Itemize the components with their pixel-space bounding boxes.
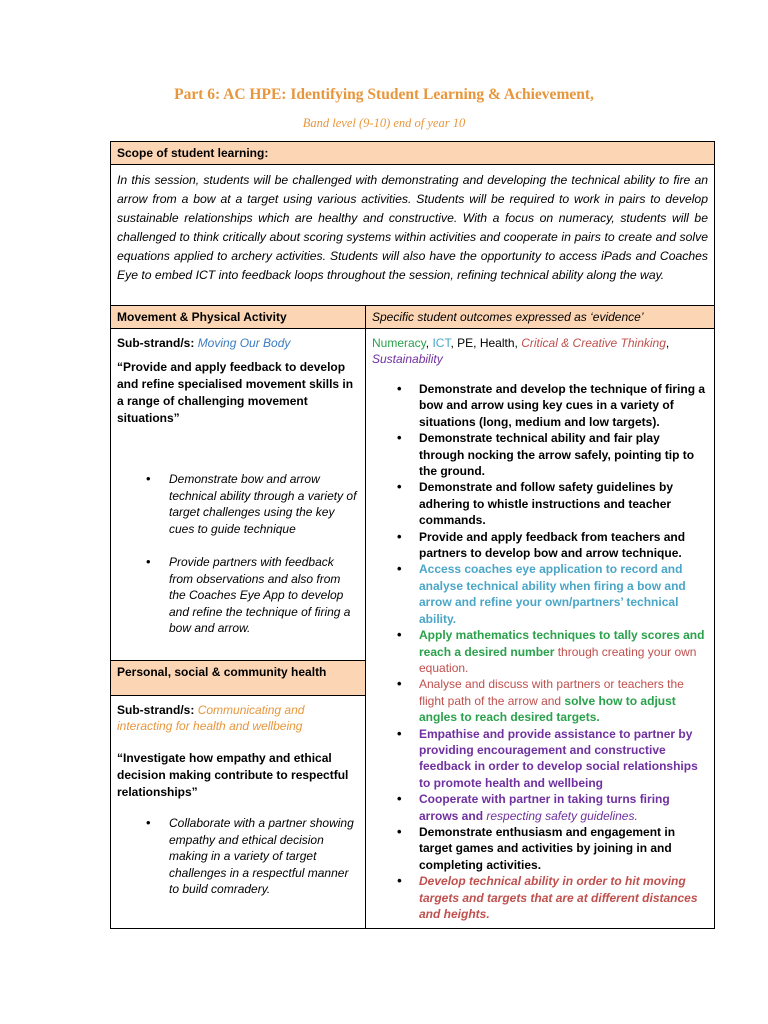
list-item: • Empathise and provide assistance to partner by providing encouragement and constructive feedback in order to develop social relationships to promote health and wellbeing — [419, 726, 708, 792]
personal-cell — [111, 696, 366, 929]
tag-critical: Critical & Creative Thinking — [521, 336, 666, 350]
list-item: • Demonstrate enthusiasm and engagement in target games and activities by joining in and completing activities. — [419, 824, 708, 873]
scope-text: In this session, students will be challenged with demonstrating and developing the technical ability to fire an arrow from a bow at a target using various activities. Students will be required to work in pairs to develop sustainable relationships which are healthy and constructive. With a focus on numeracy, students will be challenged to think critically about scoring systems within activities and cooperate in pairs to create and solve equations applied to archery activities. Students will also have the opportunity to access iPads and Coaches Eye to embed ICT into feedback loops throughout the session, refining technical ability along the way. — [111, 165, 715, 306]
movement-quote: “Provide and apply feedback to develop and refine specialised movement skills in a range of challenging movement situations” — [117, 360, 354, 425]
list-item — [419, 791, 708, 824]
page-title: Part 6: AC HPE: Identifying Student Learning & Achievement, — [174, 86, 594, 103]
list-item: • Demonstrate and develop the technique of firing a bow and arrow using key cues in a variety of situations (long, medium and low targets). — [419, 381, 708, 430]
evidence-safety-part: respecting safety guidelines. — [483, 808, 638, 823]
movement-cell — [111, 329, 366, 661]
evidence-numeracy-part: Apply mathematics techniques to tally scores and reach a desired number — [419, 628, 705, 659]
list-item: • Develop technical ability in order to hit moving targets and targets that are at different distances and heights. — [419, 873, 708, 922]
list-item: • Demonstrate bow and arrow technical ability through a variety of target challenges using the key cues to guide technique — [169, 471, 359, 537]
evidence-cell — [366, 329, 715, 929]
tag-numeracy: Numeracy — [372, 336, 426, 350]
list-item: • Provide partners with feedback from observations and also from the Coaches Eye App to develop and refine the technique of firing a bow and arrow. — [169, 554, 359, 637]
list-item: • Provide and apply feedback from teachers and partners to develop bow and arrow technique. — [419, 529, 708, 562]
evidence-heading: Specific student outcomes expressed as ‘evidence’ — [366, 306, 715, 329]
page-subtitle: Band level (9-10) end of year 10 — [302, 116, 466, 130]
substrand-moving: Moving Our Body — [197, 336, 291, 350]
evidence-critical-part: through creating your own equation. — [419, 644, 697, 675]
list-item — [419, 676, 708, 725]
tag-sustainability: Sustainability — [372, 352, 443, 366]
evidence-list — [372, 381, 708, 922]
list-item: • Collaborate with a partner showing empathy and ethical decision making in a variety of target challenges in a respectful manner to build comradery. — [169, 815, 359, 898]
personal-bullets — [117, 815, 359, 898]
list-item: • Demonstrate and follow safety guidelines by adhering to whistle instructions and teacher commands. — [419, 479, 708, 528]
tag-health: Health — [479, 336, 515, 350]
substrand-label: Sub-strand/s: — [117, 336, 195, 350]
evidence-numeracy-part: solve how to adjust angles to reach desired targets. — [419, 693, 676, 725]
list-item: • Access coaches eye application to record and analyse technical ability when firing a bow and arrow and refine your own/partners’ technical ability. — [419, 561, 708, 627]
substrand-line-2 — [117, 702, 359, 734]
tag-pe: PE — [457, 336, 474, 350]
tag-ict: ICT — [432, 336, 451, 350]
tag-line: Numeracy, ICT, PE, Health, Critical & Creative Thinking, Sustainability — [372, 336, 670, 366]
evidence-cooperate-part: Cooperate with partner in taking turns firing arrows and — [419, 792, 670, 823]
substrand-label: Sub-strand/s: — [117, 703, 195, 718]
personal-quote: “Investigate how empathy and ethical decision making contribute to respectful relationships” — [117, 751, 349, 800]
personal-heading: Personal, social & community health — [111, 660, 366, 696]
movement-heading: Movement & Physical Activity — [111, 306, 366, 329]
scope-heading: Scope of student learning: — [111, 142, 715, 165]
substrand-communicating: Communicating and interacting for health and wellbeing — [117, 703, 305, 734]
list-item: • Demonstrate technical ability and fair play through nocking the arrow safely, pointing tip to the ground. — [419, 430, 708, 479]
evidence-critical-part: Analyse and discuss with partners or teachers the flight path of the arrow and — [419, 677, 684, 708]
learning-table — [110, 141, 715, 929]
movement-bullets — [117, 471, 359, 637]
substrand-line-1 — [117, 335, 359, 351]
list-item — [419, 627, 708, 676]
